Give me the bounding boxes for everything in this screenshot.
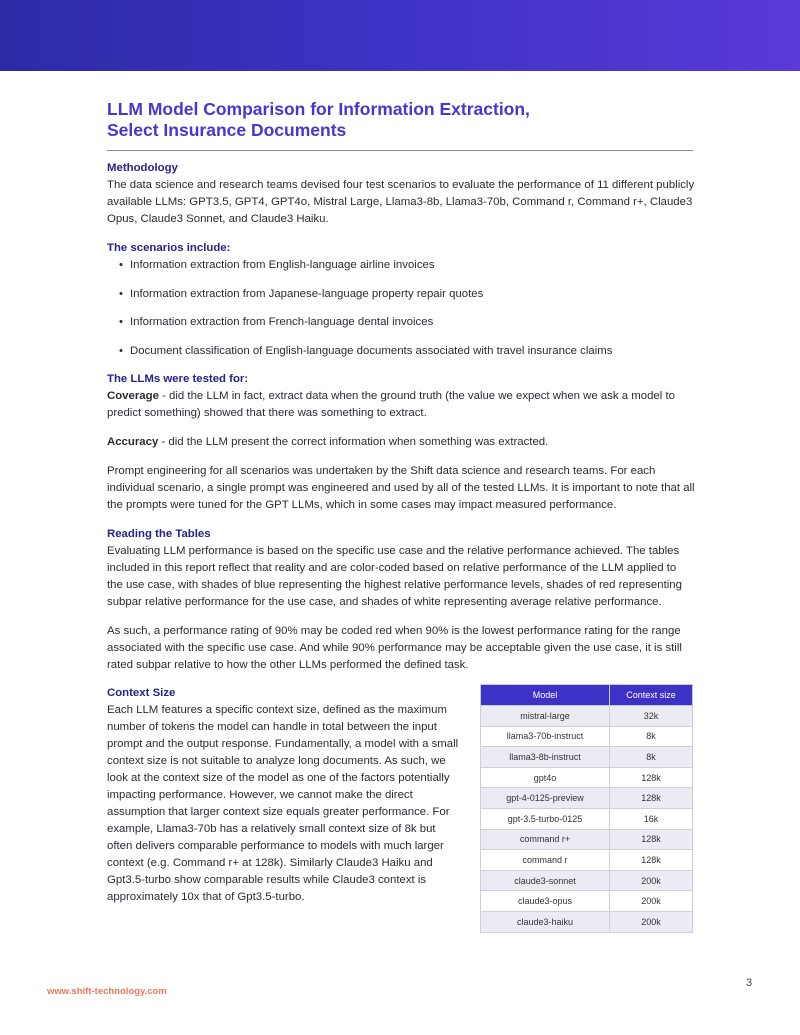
context-text: Each LLM features a specific context size, defined as the maximum number of tokens the model can handle in total between the input prompt and the output response. Fundamentally, a model with a small context size is not suitable to analyze long documents. As such, we look at the context size of the model as one of the factors potentially impacting performance. However, we cannot make the direct assumption that larger context size equals greater performance. For example, Llama3-70b has a relatively small context size of 8k but often delivers comparable performance to models with much larger context (e.g. Command r+ at 128k). Similarly Claude3 Haiku and Gpt3.5-turbo show comparable results while Claude3 context is approximately 10x that of Gpt3.5-turbo.	[107, 704, 459, 903]
list-item: • Information extraction from French-language dental invoices	[119, 314, 695, 331]
table-header-row	[481, 685, 693, 706]
model-cell: gpt-3.5-turbo-0125	[481, 808, 610, 829]
reading-heading: Reading the Tables	[107, 527, 211, 540]
page-number: 3	[746, 977, 753, 989]
header-banner	[0, 0, 800, 71]
context-size-table	[480, 684, 693, 933]
scenarios-list	[119, 257, 695, 360]
coverage-text: - did the LLM in fact, extract data when the ground truth (the value we expect when we ask a model to predict something) showed that there was something to extract.	[107, 389, 675, 419]
scenarios-heading: The scenarios include:	[107, 242, 231, 254]
coverage-term: Coverage	[107, 389, 159, 402]
model-cell: claude3-opus	[481, 891, 610, 912]
table-row	[481, 911, 693, 932]
title-line-1: LLM Model Comparison for Information Extraction,	[107, 99, 530, 119]
model-cell: gpt-4-0125-preview	[481, 788, 610, 809]
table-row	[481, 767, 693, 788]
model-cell: gpt4o	[481, 767, 610, 788]
context-cell: 128k	[610, 788, 693, 809]
column-header-model: Model	[481, 685, 610, 706]
methodology-text: The data science and research teams devised four test scenarios to evaluate the performance of 11 different publicly available LLMs: GPT3.5, GPT4, GPT4o, Mistral Large, Llama3-8b, Llama3-70b, Command r, Command r+, Claude3 Opus, Claude3 Sonnet, and Claude3 Haiku.	[107, 179, 695, 225]
prompt-paragraph: Prompt engineering for all scenarios was undertaken by the Shift data science and research teams. For each individual scenario, a single prompt was engineered and used by all of the tested LLMs. It is important to note that all the prompts were tuned for the GPT LLMs, which in some cases may impact measured performance.	[107, 464, 695, 511]
context-cell: 128k	[610, 767, 693, 788]
list-item: • Information extraction from English-language airline invoices	[119, 257, 695, 274]
model-cell: command r+	[481, 829, 610, 850]
context-size-section	[107, 685, 462, 906]
reading-paragraph-1: Evaluating LLM performance is based on the specific use case and the relative performance achieved. The tables included in this report reflect that reality and are color-coded based on relative performance of the LLM applied to the use case, with shades of blue representing the highest relative performance levels, shades of red representing subpar relative performance for the use case, and shades of white representing average relative performance.	[107, 544, 682, 608]
context-heading: Context Size	[107, 687, 176, 699]
table-row	[481, 706, 693, 727]
model-cell: claude3-haiku	[481, 911, 610, 932]
context-cell: 8k	[610, 747, 693, 768]
list-item: • Document classification of English-language documents associated with travel insurance claims	[119, 343, 695, 360]
tested-heading: The LLMs were tested for:	[107, 372, 249, 385]
column-header-context-size: Context size	[610, 685, 693, 706]
context-cell: 128k	[610, 850, 693, 871]
table-row	[481, 747, 693, 768]
list-item: • Information extraction from Japanese-language property repair quotes	[119, 286, 695, 303]
context-cell: 32k	[610, 706, 693, 727]
model-cell: command r	[481, 850, 610, 871]
table-row	[481, 788, 693, 809]
context-cell: 128k	[610, 829, 693, 850]
main-content	[107, 160, 695, 674]
methodology-heading: Methodology	[107, 162, 178, 174]
model-cell: llama3-8b-instruct	[481, 747, 610, 768]
table-row	[481, 891, 693, 912]
footer-url-link[interactable]: www.shift-technology.com	[47, 986, 167, 997]
model-cell: llama3-70b-instruct	[481, 726, 610, 747]
table-row	[481, 850, 693, 871]
context-cell: 200k	[610, 911, 693, 932]
model-cell: claude3-sonnet	[481, 870, 610, 891]
table-row	[481, 829, 693, 850]
context-cell: 8k	[610, 726, 693, 747]
accuracy-paragraph	[107, 434, 695, 451]
context-cell: 200k	[610, 891, 693, 912]
context-cell: 200k	[610, 870, 693, 891]
context-cell: 16k	[610, 808, 693, 829]
model-cell: mistral-large	[481, 706, 610, 727]
accuracy-term: Accuracy	[107, 435, 159, 448]
title-divider	[107, 150, 693, 151]
table-row	[481, 870, 693, 891]
title-line-2: Select Insurance Documents	[107, 120, 347, 140]
reading-paragraph-2: As such, a performance rating of 90% may be coded red when 90% is the lowest performance rating for the range associated with the specific use case. And while 90% performance may be acceptable given the use case, it is still rated subpar relative to how the other LLMs performed the defined task.	[107, 624, 682, 671]
table-row	[481, 808, 693, 829]
table-row	[481, 726, 693, 747]
coverage-paragraph	[107, 388, 695, 422]
page-title	[107, 99, 707, 141]
accuracy-text: - did the LLM present the correct information when something was extracted.	[158, 435, 549, 448]
